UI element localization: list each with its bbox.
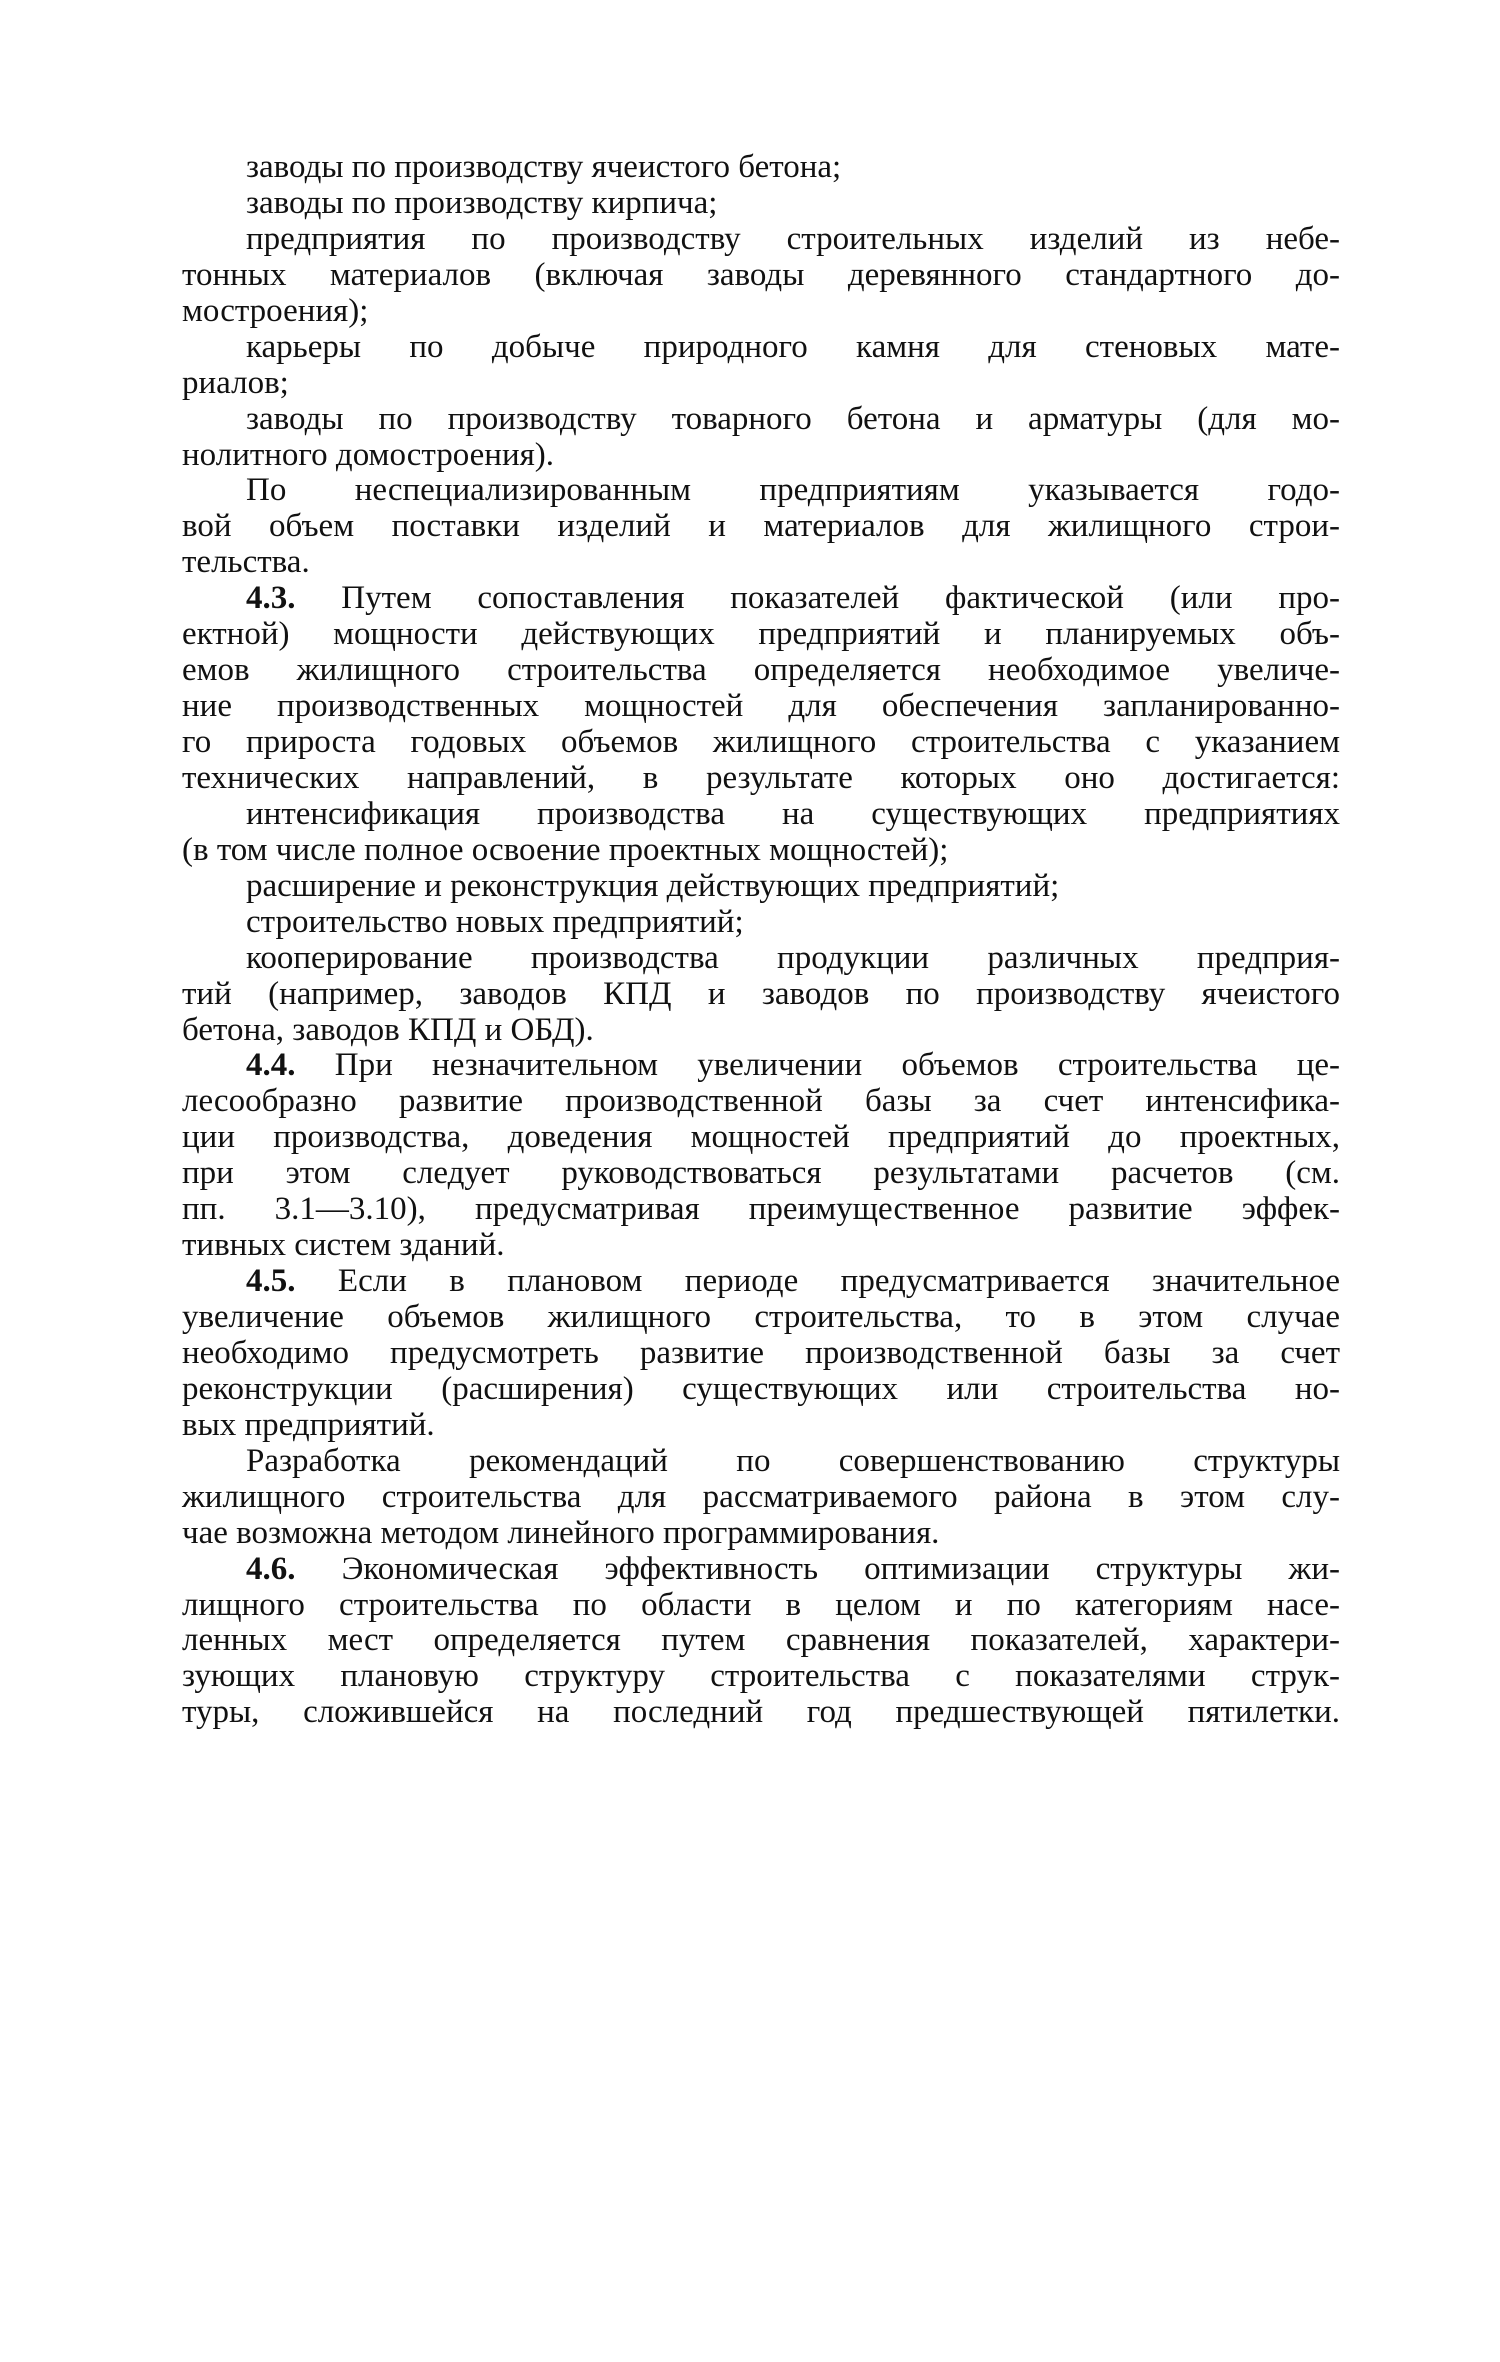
- text-line: [182, 222, 1340, 258]
- line-text: при этом следует руководствоваться результатами расчетов (см.: [182, 1155, 1340, 1192]
- text-line: [182, 438, 1340, 474]
- line-text: (в том числе полное освоение проектных мощностей);: [182, 831, 949, 868]
- line-text: предприятия по производству строительных изделий из небе-: [246, 220, 1340, 257]
- text-line: [182, 402, 1340, 438]
- text-line: [182, 725, 1340, 761]
- text-line: [182, 294, 1340, 330]
- text-line: [182, 1552, 1340, 1588]
- text-line: [182, 1120, 1340, 1156]
- line-text: жилищного строительства для рассматриваемого района в этом слу-: [182, 1478, 1340, 1515]
- line-text: тий (например, заводов КПД и заводов по производству ячеистого: [182, 975, 1340, 1012]
- text-line: [182, 689, 1340, 725]
- text-line: [182, 833, 1340, 869]
- text-line: [182, 1228, 1340, 1264]
- line-text: риалов;: [182, 364, 289, 401]
- line-text: мостроения);: [182, 292, 369, 329]
- section-number: 4.6.: [246, 1550, 296, 1587]
- text-line: [182, 1444, 1340, 1480]
- line-text: интенсификация производства на существующих предприятиях: [246, 795, 1340, 832]
- line-text: тонных материалов (включая заводы деревянного стандартного до-: [182, 256, 1340, 293]
- line-text: вой объем поставки изделий и материалов для жилищного строи-: [182, 508, 1340, 545]
- line-text: кооперирование производства продукции различных предприя-: [246, 939, 1340, 976]
- line-text: Путем сопоставления показателей фактической (или про-: [295, 580, 1340, 617]
- line-text: бетона, заводов КПД и ОБД).: [182, 1011, 594, 1048]
- line-text: емов жилищного строительства определяется необходимое увеличе-: [182, 652, 1340, 689]
- text-line: [182, 905, 1340, 941]
- text-line: [182, 545, 1340, 581]
- text-line: [182, 1013, 1340, 1049]
- section-number: 4.3.: [246, 580, 296, 617]
- line-text: необходимо предусмотреть развитие производственной базы за счет: [182, 1334, 1340, 1371]
- line-text: По неспециализированным предприятиям указывается годо-: [246, 472, 1340, 509]
- text-line: [182, 150, 1340, 186]
- text-line: [182, 186, 1340, 222]
- text-line: [182, 1623, 1340, 1659]
- text-line: [182, 1084, 1340, 1120]
- text-line: [182, 1695, 1340, 1731]
- line-text: тельства.: [182, 544, 310, 581]
- section-number: 4.5.: [246, 1263, 296, 1300]
- line-text: заводы по производству ячеистого бетона;: [246, 149, 842, 185]
- text-line: [182, 581, 1340, 617]
- document-body: [182, 150, 1340, 1731]
- line-text: увеличение объемов жилищного строительства, то в этом случае: [182, 1299, 1340, 1335]
- line-text: ектной) мощности действующих предприятий и планируемых объ-: [182, 616, 1340, 653]
- text-line: [182, 1192, 1340, 1228]
- text-line: [182, 761, 1340, 797]
- text-line: [182, 617, 1340, 653]
- text-line: [182, 1480, 1340, 1516]
- text-line: [182, 473, 1340, 509]
- line-text: карьеры по добыче природного камня для стеновых мате-: [246, 328, 1340, 365]
- text-line: [182, 509, 1340, 545]
- line-text: Разработка рекомендаций по совершенствованию структуры: [246, 1442, 1340, 1479]
- line-text: строительство новых предприятий;: [246, 903, 744, 940]
- line-text: расширение и реконструкция действующих предприятий;: [246, 867, 1060, 904]
- line-text: нолитного домостроения).: [182, 436, 555, 473]
- text-line: [182, 258, 1340, 294]
- text-line: [182, 1300, 1340, 1336]
- line-text: пп. 3.1—3.10), предусматривая преимущественное развитие эффек-: [182, 1191, 1340, 1228]
- line-text: туры, сложившейся на последний год предшествующей пятилетки.: [182, 1694, 1340, 1731]
- line-text: При незначительном увеличении объемов строительства це-: [295, 1047, 1340, 1084]
- text-line: [182, 653, 1340, 689]
- text-line: [182, 1156, 1340, 1192]
- text-line: [182, 1516, 1340, 1552]
- line-text: вых предприятий.: [182, 1406, 435, 1443]
- line-text: тивных систем зданий.: [182, 1227, 505, 1264]
- line-text: лищного строительства по области в целом и по категориям насе-: [182, 1586, 1340, 1623]
- line-text: заводы по производству товарного бетона и арматуры (для мо-: [246, 400, 1340, 437]
- text-line: [182, 941, 1340, 977]
- line-text: го прироста годовых объемов жилищного строительства с указанием: [182, 724, 1340, 760]
- text-line: [182, 1264, 1340, 1300]
- text-line: [182, 1372, 1340, 1408]
- line-text: технических направлений, в результате которых оно достигается:: [182, 759, 1340, 796]
- text-line: [182, 1408, 1340, 1444]
- line-text: Если в плановом периоде предусматривается значительное: [295, 1263, 1340, 1300]
- line-text: лесообразно развитие производственной базы за счет интенсифика-: [182, 1083, 1340, 1120]
- line-text: чае возможна методом линейного программирования.: [182, 1514, 940, 1551]
- line-text: ции производства, доведения мощностей предприятий до проектных,: [182, 1119, 1340, 1156]
- line-text: реконструкции (расширения) существующих или строительства но-: [182, 1370, 1340, 1407]
- line-text: зующих плановую структуру строительства с показателями струк-: [182, 1658, 1340, 1695]
- line-text: Экономическая эффективность оптимизации структуры жи-: [295, 1550, 1340, 1587]
- text-line: [182, 1588, 1340, 1624]
- line-text: заводы по производству кирпича;: [246, 184, 718, 221]
- text-line: [182, 797, 1340, 833]
- line-text: ленных мест определяется путем сравнения показателей, характери-: [182, 1622, 1340, 1659]
- text-line: [182, 1048, 1340, 1084]
- text-line: [182, 869, 1340, 905]
- text-line: [182, 977, 1340, 1013]
- section-number: 4.4.: [246, 1047, 296, 1084]
- text-line: [182, 1336, 1340, 1372]
- text-line: [182, 366, 1340, 402]
- text-line: [182, 330, 1340, 366]
- text-line: [182, 1659, 1340, 1695]
- line-text: ние производственных мощностей для обеспечения запланированно-: [182, 688, 1340, 725]
